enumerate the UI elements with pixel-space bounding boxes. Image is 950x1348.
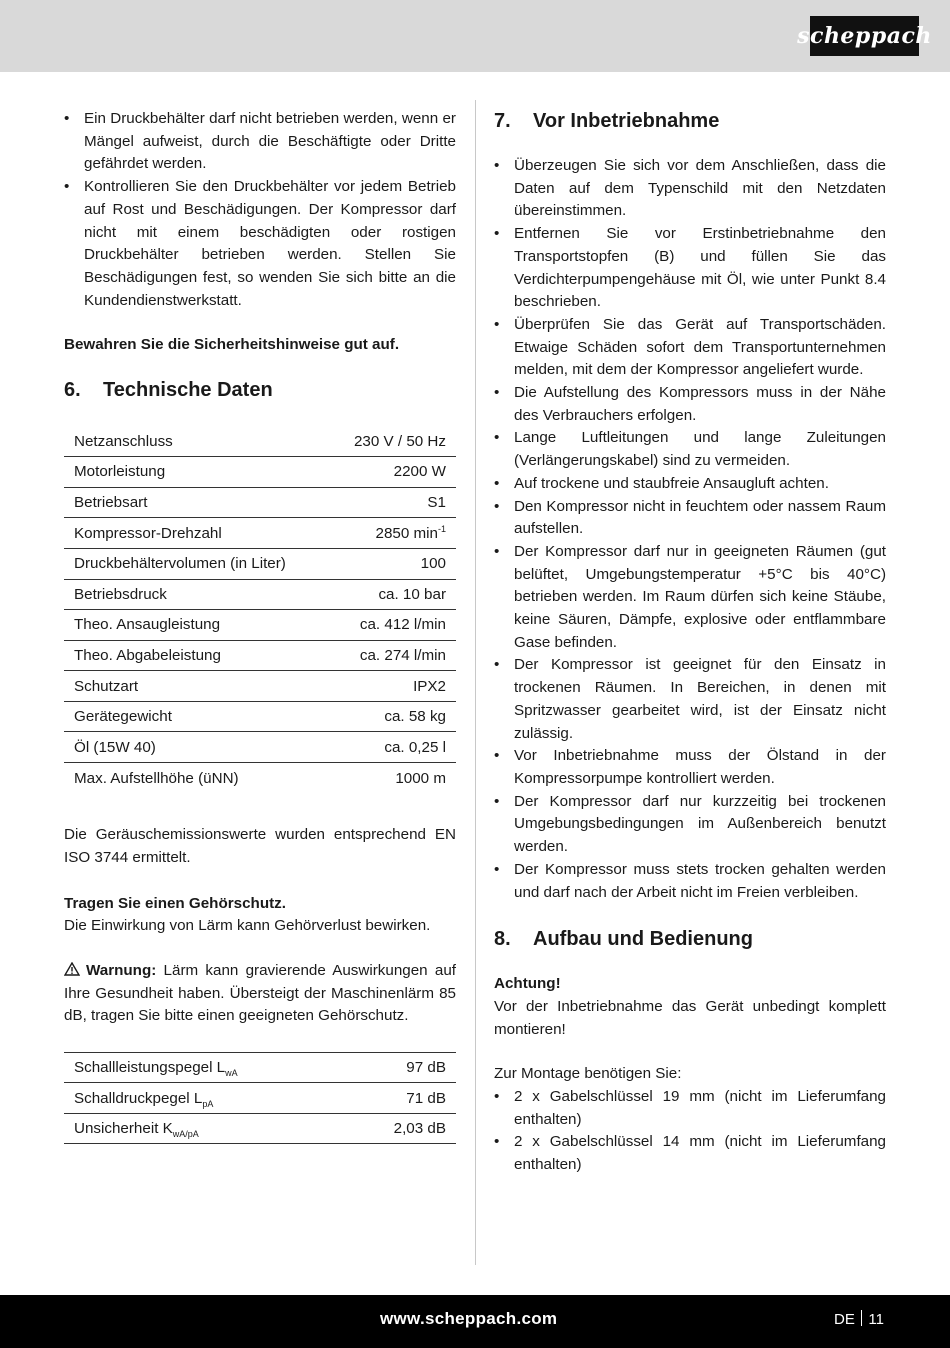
section-heading-6 [64,377,456,403]
table-row [64,732,456,763]
page-separator [861,1310,863,1326]
safety-bullet-list [64,108,456,312]
required-tools-list [494,1086,886,1177]
page-number: 11 [868,1311,884,1328]
spec-value-text: 230 V / 50 Hz [353,432,446,450]
noise-measurement-note: Die Geräuschemissionswerte wurden entsprechend EN ISO 3744 ermittelt. [64,826,456,866]
spec-unit-exponent: -1 [437,523,446,534]
page-indicator [834,1310,884,1328]
noise-value: 97 dB [345,1053,456,1083]
spec-value-text: ca. 274 l/min [359,646,446,664]
table-row [64,701,456,732]
list-item: • Lange Luftleitungen und lange Zuleitungen (Verlängerungskabel) sind zu vermeiden. [494,427,886,472]
table-row [64,763,456,794]
spec-value-text: S1 [427,494,446,512]
spec-label: Schutzart [64,671,328,702]
spec-label: Kompressor-Drehzahl [64,518,328,549]
table-row [64,671,456,702]
list-item: • Auf trockene und staubfreie Ansaugluft achten. [494,473,886,496]
left-column [64,108,456,1144]
spec-value-text: 1000 m [395,769,446,787]
table-row [64,457,456,488]
right-column [494,108,886,1177]
spec-value [328,701,456,732]
spec-label: Öl (15W 40) [64,732,328,763]
list-item: • Der Kompressor muss stets trocken gehalten werden und darf nach der Arbeit nicht im Freien verbleiben. [494,859,886,904]
spec-value [328,548,456,579]
section-title: Aufbau und Bedienung [533,928,753,951]
table-row [64,640,456,671]
noise-value: 71 dB [345,1083,456,1113]
list-item: • Der Kompressor ist geeignet für den Einsatz in trockenen Räumen. In Bereichen, in denen mit Spritzwasser gearbeitet wird, ist der Einsatz nicht zulässig. [494,654,886,745]
keep-instructions-notice: Bewahren Sie die Sicherheitshinweise gut auf. [64,336,400,354]
spec-value-text: 2850 min [375,524,438,542]
noise-label [64,1053,345,1083]
table-row [64,1083,456,1113]
spec-value-text: IPX2 [413,677,446,695]
spec-value [328,671,456,702]
spec-value [328,640,456,671]
warning-triangle-icon [64,962,80,976]
list-item: • Der Kompressor darf nur in geeigneten Räumen (gut belüftet, Umgebungstemperatur +5°C bis 40°C) betrieben werden. Im Raum dürfen sich keine Stäube, keine Säuren, Dämpfe, explosive oder entflammbare Gase befinden. [494,541,886,655]
spec-label: Netzanschluss [64,426,328,457]
section-number: 8. [494,928,511,951]
spec-label: Theo. Abgabeleistung [64,640,328,671]
hearing-protection-text: Die Einwirkung von Lärm kann Gehörverlust bewirken. [64,917,431,935]
table-row [64,1113,456,1143]
list-item: • Vor Inbetriebnahme muss der Ölstand in der Kompressorpumpe kontrolliert werden. [494,745,886,790]
spec-value [328,457,456,488]
noise-label-subscript: pA [202,1098,214,1109]
spec-label: Betriebsdruck [64,579,328,610]
spec-value [328,518,456,549]
attention-text: Vor der Inbetriebnahme das Gerät unbedingt komplett montieren! [494,997,886,1038]
table-row [64,518,456,549]
table-row [64,610,456,641]
warning-label: Warnung: [86,961,157,979]
section-heading-8 [494,926,886,952]
list-item: • Kontrollieren Sie den Druckbehälter vor jedem Betrieb auf Rost und Beschädigungen. Der Kompressor darf nicht mit einem beschädigten oder rostigen Druckbehälter betrieben werden. Stellen Sie Beschädigungen fest, so wenden Sie sich bitte an die Kundendienstwerkstatt. [64,176,456,312]
brand-logo: scheppach [810,16,919,56]
noise-value: 2,03 dB [345,1113,456,1143]
spec-label: Betriebsart [64,487,328,518]
spec-label: Druckbehältervolumen (in Liter) [64,548,328,579]
spec-value-text: ca. 10 bar [378,585,446,603]
section-number: 7. [494,110,511,132]
noise-label-text: Unsicherheit K [74,1120,173,1138]
list-item: • Die Aufstellung des Kompressors muss in der Nähe des Verbrauchers erfolgen. [494,382,886,427]
warning-text: Lärm kann gravierende Auswirkungen auf Ihre Gesundheit haben. Übersteigt der Maschinenlärm 85 dB, tragen Sie bitte einen geeigneten Gehörschutz. [64,961,456,1025]
table-row [64,548,456,579]
table-row [64,579,456,610]
noise-label-text: Schalldruckpegel L [74,1089,203,1107]
footer-bar [0,1295,950,1348]
spec-value-text: ca. 58 kg [384,708,446,726]
section-number: 6. [64,379,81,402]
list-item: • Ein Druckbehälter darf nicht betrieben werden, wenn er Mängel aufweist, durch die Beschäftigte oder Dritte gefährdet werden. [64,108,456,176]
tools-intro: Zur Montage benötigen Sie: [494,1065,682,1083]
column-divider [475,100,476,1265]
noise-label [64,1113,345,1143]
noise-values-table [64,1052,456,1144]
spec-label: Theo. Ansaugleistung [64,610,328,641]
list-item: • Der Kompressor darf nur kurzzeitig bei trockenen Umgebungsbedingungen im Außenbereich benutzt werden. [494,791,886,859]
spec-value-text: ca. 412 l/min [359,616,446,634]
list-item: • Überzeugen Sie sich vor dem Anschließen, dass die Daten auf dem Typenschild mit den Netzdaten übereinstimmen. [494,155,886,223]
spec-value-text: 100 [420,555,446,573]
list-item: • 2 x Gabelschlüssel 14 mm (nicht im Lieferumfang enthalten) [494,1131,886,1176]
table-row [64,487,456,518]
spec-value [328,732,456,763]
noise-label-subscript: wA [225,1068,238,1079]
table-row [64,426,456,457]
technical-data-table [64,426,456,793]
noise-label-text: Schallleistungspegel L [74,1059,226,1077]
spec-value-text: 2200 W [393,463,446,481]
noise-warning [64,960,456,1028]
list-item: • Überprüfen Sie das Gerät auf Transportschäden. Etwaige Schäden sofort dem Transportunternehmen melden, mit dem der Kompressor angeliefert wurde. [494,314,886,382]
spec-value [328,763,456,794]
spec-value [328,610,456,641]
table-row [64,1053,456,1083]
list-item: • Den Kompressor nicht in feuchtem oder nassem Raum aufstellen. [494,496,886,541]
pre-commissioning-list [494,155,886,904]
spec-label: Gerätegewicht [64,701,328,732]
spec-value-text: ca. 0,25 l [384,738,446,756]
section-title: Technische Daten [103,379,273,402]
language-code: DE [834,1311,855,1328]
noise-label [64,1083,345,1113]
section-title: Vor Inbetriebnahme [533,110,720,132]
spec-label: Motorleistung [64,457,328,488]
noise-label-subscript: wA/pA [172,1129,199,1140]
spec-value [328,426,456,457]
section-heading-7 [494,108,886,134]
spec-value [328,487,456,518]
spec-value [328,579,456,610]
list-item: • 2 x Gabelschlüssel 19 mm (nicht im Lieferumfang enthalten) [494,1086,886,1131]
spec-label: Max. Aufstellhöhe (üNN) [74,769,239,787]
website-link[interactable]: www.scheppach.com [380,1309,558,1328]
list-item: • Entfernen Sie vor Erstinbetriebnahme den Transportstopfen (B) und füllen Sie das Verdichterpumpengehäuse mit Öl, wie unter Punkt 8.4 beschrieben. [494,223,886,314]
attention-label: Achtung! [494,975,561,993]
hearing-protection-title: Tragen Sie einen Gehörschutz. [64,894,286,912]
